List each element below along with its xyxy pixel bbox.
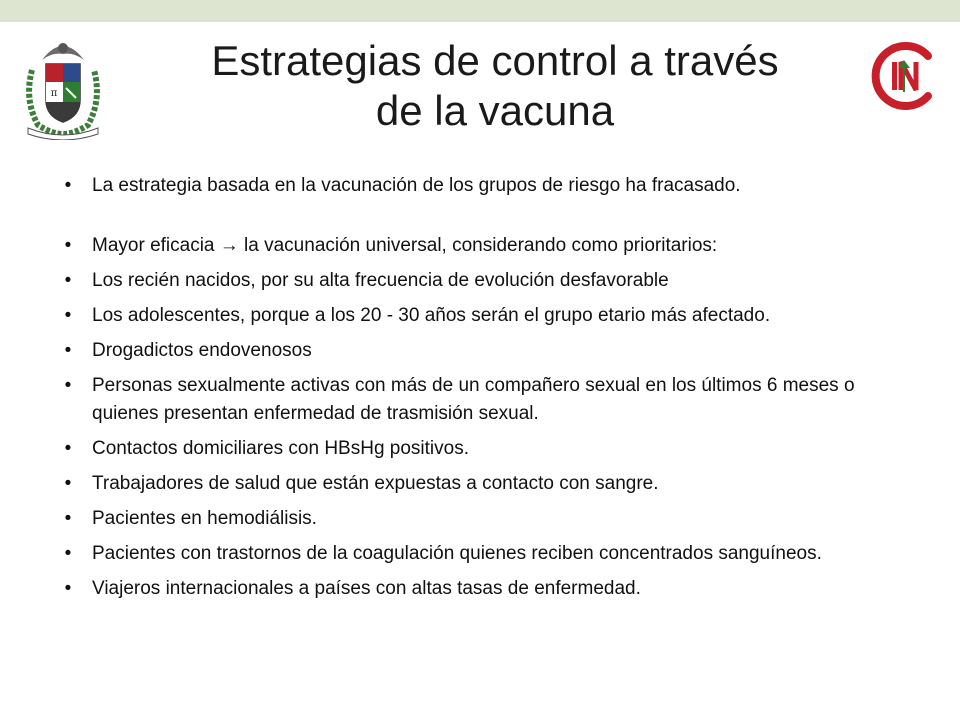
list-item-text: Los adolescentes, porque a los 20 - 30 años serán el grupo etario más afectado. bbox=[92, 305, 771, 326]
list-item-text: Drogadictos endovenosos bbox=[92, 340, 312, 361]
bullet-marker: • bbox=[64, 340, 72, 361]
top-decorative-band bbox=[0, 0, 960, 22]
bullet-marker: • bbox=[64, 543, 72, 564]
list-item-text: Contactos domiciliares con HBsHg positivos. bbox=[92, 438, 469, 459]
list-item bbox=[60, 470, 920, 498]
list-item bbox=[60, 337, 920, 365]
list-item bbox=[60, 505, 920, 533]
list-item-text: Pacientes en hemodiálisis. bbox=[92, 508, 317, 529]
bullet-marker: • bbox=[64, 305, 72, 326]
bullet-marker: • bbox=[64, 375, 72, 396]
slide-title-line-1: Estrategias de control a través bbox=[211, 37, 779, 84]
list-item bbox=[60, 302, 920, 330]
list-item bbox=[60, 172, 920, 200]
university-coat-of-arms-logo bbox=[22, 30, 104, 140]
cin-logo bbox=[868, 40, 940, 112]
bullet-marker: • bbox=[64, 438, 72, 459]
bullet-marker: • bbox=[64, 175, 72, 196]
slide-title-line-2: de la vacuna bbox=[375, 87, 615, 134]
bullet-marker: • bbox=[64, 473, 72, 494]
list-item bbox=[60, 372, 920, 428]
list-item-text: Los recién nacidos, por su alta frecuencia de evolución desfavorable bbox=[92, 270, 669, 291]
list-item-text: Pacientes con trastornos de la coagulación quienes reciben concentrados sanguíneos. bbox=[92, 543, 822, 564]
bullet-marker: • bbox=[64, 508, 72, 529]
list-item bbox=[60, 575, 920, 603]
bullet-list bbox=[60, 172, 920, 610]
slide-title bbox=[120, 36, 870, 136]
list-item bbox=[60, 435, 920, 463]
svg-text:π: π bbox=[50, 88, 58, 99]
list-item-text: Viajeros internacionales a países con altas tasas de enfermedad. bbox=[92, 578, 641, 599]
list-item-text: La estrategia basada en la vacunación de los grupos de riesgo ha fracasado. bbox=[92, 175, 741, 196]
bullet-marker: • bbox=[64, 235, 72, 256]
list-item bbox=[60, 267, 920, 295]
list-item bbox=[60, 540, 920, 568]
list-item bbox=[60, 232, 920, 260]
list-item-text: Mayor eficacia → la vacunación universal, considerando como prioritarios: bbox=[92, 235, 718, 256]
bullet-marker: • bbox=[64, 578, 72, 599]
list-item-text: Trabajadores de salud que están expuestas a contacto con sangre. bbox=[92, 473, 659, 494]
bullet-marker: • bbox=[64, 270, 72, 291]
list-item-text: Personas sexualmente activas con más de un compañero sexual en los últimos 6 meses o quienes presentan enfermedad de trasmisión sexual. bbox=[92, 375, 855, 424]
